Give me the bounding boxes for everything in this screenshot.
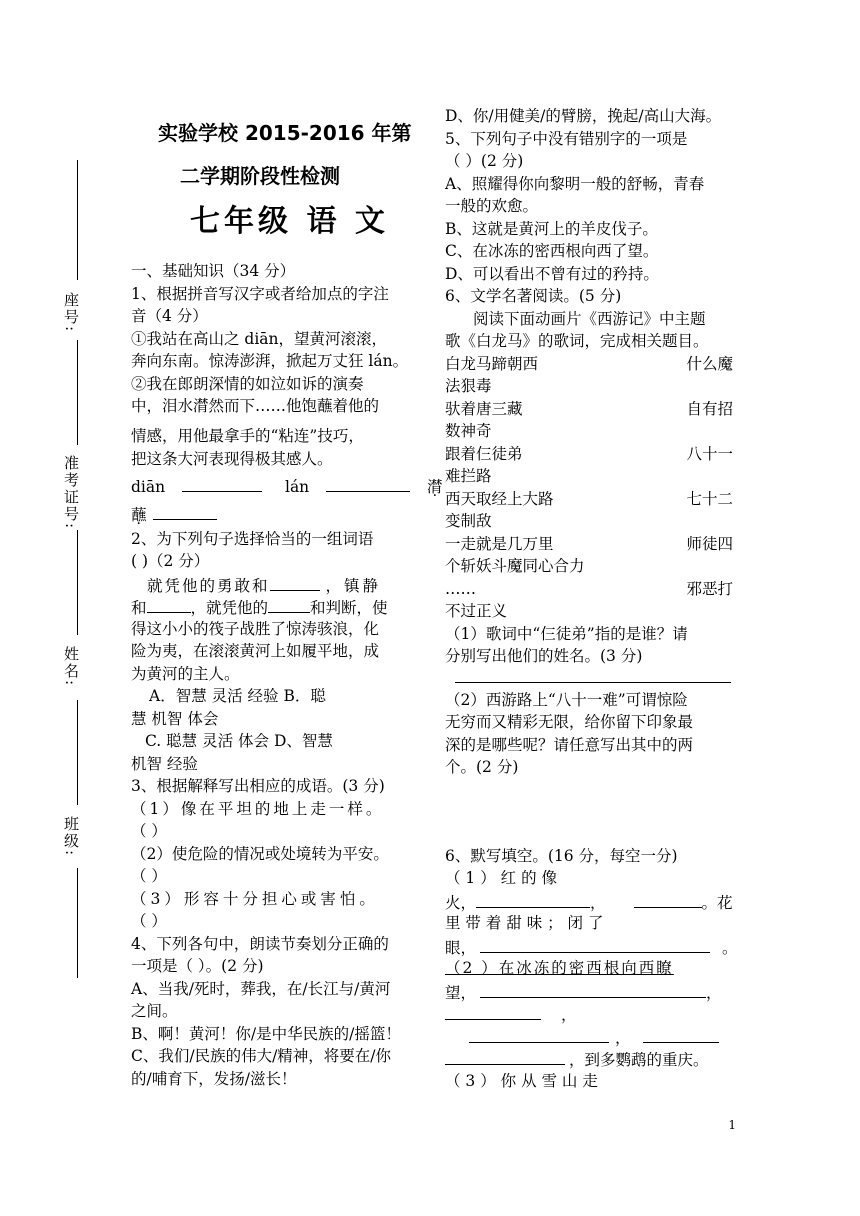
q3-answer-2[interactable]: （ ）	[131, 867, 167, 885]
q5-option-c: C、在冰冻的密西根向西了望。	[445, 242, 659, 260]
blank-q7-2[interactable]	[634, 890, 702, 908]
blank-q7-4[interactable]	[480, 980, 706, 998]
class-label: 班级:	[62, 816, 80, 858]
q3-line-b: （1）像在平坦的地上走一样。	[131, 799, 385, 818]
binding-line-2	[77, 340, 78, 445]
blank-q2-1[interactable]	[270, 573, 320, 591]
pinyin-lan: lán	[284, 477, 310, 496]
lyric-row: 白龙马蹄朝西 什么魔	[445, 354, 733, 373]
q7-line-i: ，	[445, 1025, 733, 1048]
q5-option-d: D、可以看出不曾有过的矜持。	[445, 264, 659, 283]
lyric-row: 跟着仨徒弟 八十一	[445, 444, 733, 463]
q6-sub2-a: （2）西游路上“八十一难”可谓惊险	[445, 690, 688, 709]
binding-line-bottom	[77, 868, 78, 978]
binding-line-top	[77, 160, 78, 280]
q4-option-c-cont: 的/哺育下，发扬/滋长！	[131, 1069, 297, 1088]
q7-line-c: 火， ， 。花	[445, 890, 733, 913]
q4-line-b: 一项是（ ）。(2 分)	[131, 957, 264, 975]
q5-line-b: （ ）(2 分)	[445, 152, 524, 170]
q2-option-line1: A．智慧 灵活 经验 B．聪	[149, 687, 326, 705]
q3-line-f: （3）形容十分担心或害怕。	[131, 889, 379, 908]
q2-line-c: 就凭他的勇敢和 ，镇静	[131, 573, 416, 596]
q3-answer-1[interactable]: （ ）	[131, 822, 167, 840]
lyric-row: 法狠毒	[445, 377, 492, 395]
q6-sub2-d: 个。(2 分)	[445, 758, 519, 776]
q1-line-f: 中，泪水潸然而下……他饱蘸着他的	[131, 397, 380, 415]
lyric-row: 西天取经上大路 七十二	[445, 489, 733, 508]
q3-answer-3[interactable]: （ ）	[131, 912, 167, 930]
q2-line-g: 为黄河的主人。	[131, 664, 240, 683]
q1-answer-row2	[131, 502, 416, 528]
q4-option-c: C、我们/民族的伟大/精神，将要在/你	[131, 1047, 392, 1065]
seat-label: 座号:	[62, 292, 80, 334]
q6-sub1-a: （1）歌词中“仨徒弟”指的是谁？请	[445, 624, 688, 643]
answer-blank-lan[interactable]	[326, 474, 410, 492]
name-label: 姓名:	[62, 646, 80, 688]
lyric-row: 驮着唐三藏 自有招	[445, 399, 733, 418]
q6-line-c: 歌《白龙马》的歌词，完成相关题目。	[445, 332, 709, 350]
q2-option-line4: 机智 经验	[131, 754, 198, 773]
q4-option-a: A、当我/死时，葬我，在/长江与/黄河	[131, 979, 391, 998]
q1-line-h: 把这条大河表现得极其感人。	[131, 449, 333, 468]
q5-option-a-cont: 一般的欢愈。	[445, 197, 539, 215]
exam-number-label: 准考证号:	[62, 455, 80, 531]
lyric-row: 难拦路	[445, 467, 492, 485]
q1-answer-row	[131, 474, 443, 502]
q2-option-line3: C. 聪慧 灵活 体会 D、智慧	[145, 732, 333, 750]
q2-line-d: 和 ，就凭他的 和判断，使	[131, 595, 416, 618]
q6-line-a: 6、文学名著阅读。(5 分)	[445, 287, 622, 305]
q7-line-h: ，	[445, 1002, 733, 1025]
q7-line-e: 眼， 。	[445, 935, 733, 958]
binding-line-3	[77, 530, 78, 635]
exam-title-line1: 实验学校 2015-2016 年第	[158, 121, 412, 145]
lyric-row: 数神奇	[445, 422, 492, 440]
q5-line-a: 5、下列句子中没有错别字的一项是	[445, 129, 688, 148]
q7-line-a: 6、默写填空。(16 分，每空一分)	[445, 846, 678, 865]
q6-answer-line[interactable]	[455, 668, 731, 683]
q4-option-a-cont: 之间。	[131, 1002, 178, 1020]
q1-line-d: 奔向东南。惊涛澎湃，掀起万丈狂 lán。	[131, 352, 409, 370]
char-shan: 潸	[427, 477, 443, 496]
blank-q7-7[interactable]	[643, 1025, 719, 1043]
q4-line-a: 4、下列各句中，朗读节奏划分正确的	[131, 934, 389, 953]
q7-line-j: ，到多鹦鹉的重庆。	[445, 1047, 733, 1070]
q6-sub1-b: 分别写出他们的姓名。(3 分)	[445, 647, 643, 665]
q2-line-a: 2、为下列句子选择恰当的一组词语	[131, 529, 374, 548]
blank-q2-2[interactable]	[147, 595, 191, 613]
q2-line-b: ( )（2 分）	[131, 552, 210, 570]
q1-line-a: 1、根据拼音写汉字或者给加点的字注	[131, 284, 389, 303]
q2-line-f: 险为夷，在滚滚黄河上如履平地，成	[131, 642, 380, 660]
blank-q7-5[interactable]	[445, 1002, 541, 1020]
q1-line-g: 情感，用他最拿手的“粘连”技巧，	[131, 427, 364, 445]
blank-q7-1[interactable]	[476, 890, 590, 908]
q3-line-a: 3、根据解释写出相应的成语。(3 分)	[131, 777, 385, 795]
lyric-row: 一走就是几万里 师徒四	[445, 534, 733, 553]
blank-q7-8[interactable]	[445, 1047, 565, 1065]
q2-line-e: 得这小小的筏子战胜了惊涛骇浪，化	[131, 619, 380, 638]
blank-q7-6[interactable]	[469, 1025, 609, 1043]
q6-line-b: 阅读下面动画片《西游记》中主题	[473, 309, 706, 328]
q5-option-b: B、这就是黄河上的羊皮伐子。	[445, 219, 658, 238]
q7-line-k: （ 3 ） 你 从 雪 山 走	[445, 1071, 598, 1090]
q6-sub2-c: 深的是哪些呢？请任意写出其中的两	[445, 735, 694, 754]
q7-line-f: （2 ）在冰冻的密西根向西瞭	[445, 959, 674, 977]
answer-blank-dian[interactable]	[182, 474, 262, 492]
q6-answer-space[interactable]	[445, 779, 733, 845]
binding-line-4	[77, 700, 78, 805]
right-column	[445, 105, 738, 1092]
q2-option-line2: 慧 机智 体会	[131, 709, 219, 728]
lyric-row: 不过正义	[445, 602, 508, 620]
lyric-row: 变制敌	[445, 512, 492, 530]
answer-blank-zhan[interactable]	[153, 502, 217, 520]
q1-line-c: ①我站在高山之 diān，望黄河滚滚，	[131, 329, 388, 348]
q6-sub2-b: 无穷而又精彩无限，给你留下印象最	[445, 713, 694, 731]
q3-line-d: （2）使危险的情况或处境转为平安。	[131, 844, 389, 863]
exam-title-line2: 二学期阶段性检测	[180, 164, 340, 188]
section-1-title: 一、基础知识（34 分）	[131, 262, 296, 280]
q1-line-b: 音（4 分）	[131, 307, 208, 325]
q1-line-e: ②我在郎朗深情的如泣如诉的演奏	[131, 374, 364, 393]
subject-title: 七年级 语 文	[190, 204, 389, 239]
char-zhan: 蘸	[131, 505, 147, 524]
q7-line-g: 望， ，	[445, 980, 733, 1003]
lyric-row: …… 邪恶打	[445, 579, 733, 598]
q4-option-b: B、啊！黄河！你/是中华民族的/摇篮！	[131, 1024, 401, 1043]
page-number: 1	[728, 1118, 736, 1132]
lyric-row: 个斩妖斗魔同心合力	[445, 557, 585, 575]
q7-line-d: 里 带 着 甜 味 ； 闭 了	[445, 914, 604, 932]
pinyin-dian: diān	[131, 477, 166, 496]
q5-option-a: A、照耀得你向黎明一般的舒畅，青春	[445, 174, 705, 193]
q4-option-d: D、你/用健美/的臂膀，挽起/高山大海。	[445, 107, 722, 125]
blank-q2-3[interactable]	[268, 595, 310, 613]
q7-line-b: （ 1 ） 红 的 像	[445, 869, 557, 887]
left-column	[131, 260, 443, 1090]
blank-q7-3[interactable]	[480, 935, 710, 953]
